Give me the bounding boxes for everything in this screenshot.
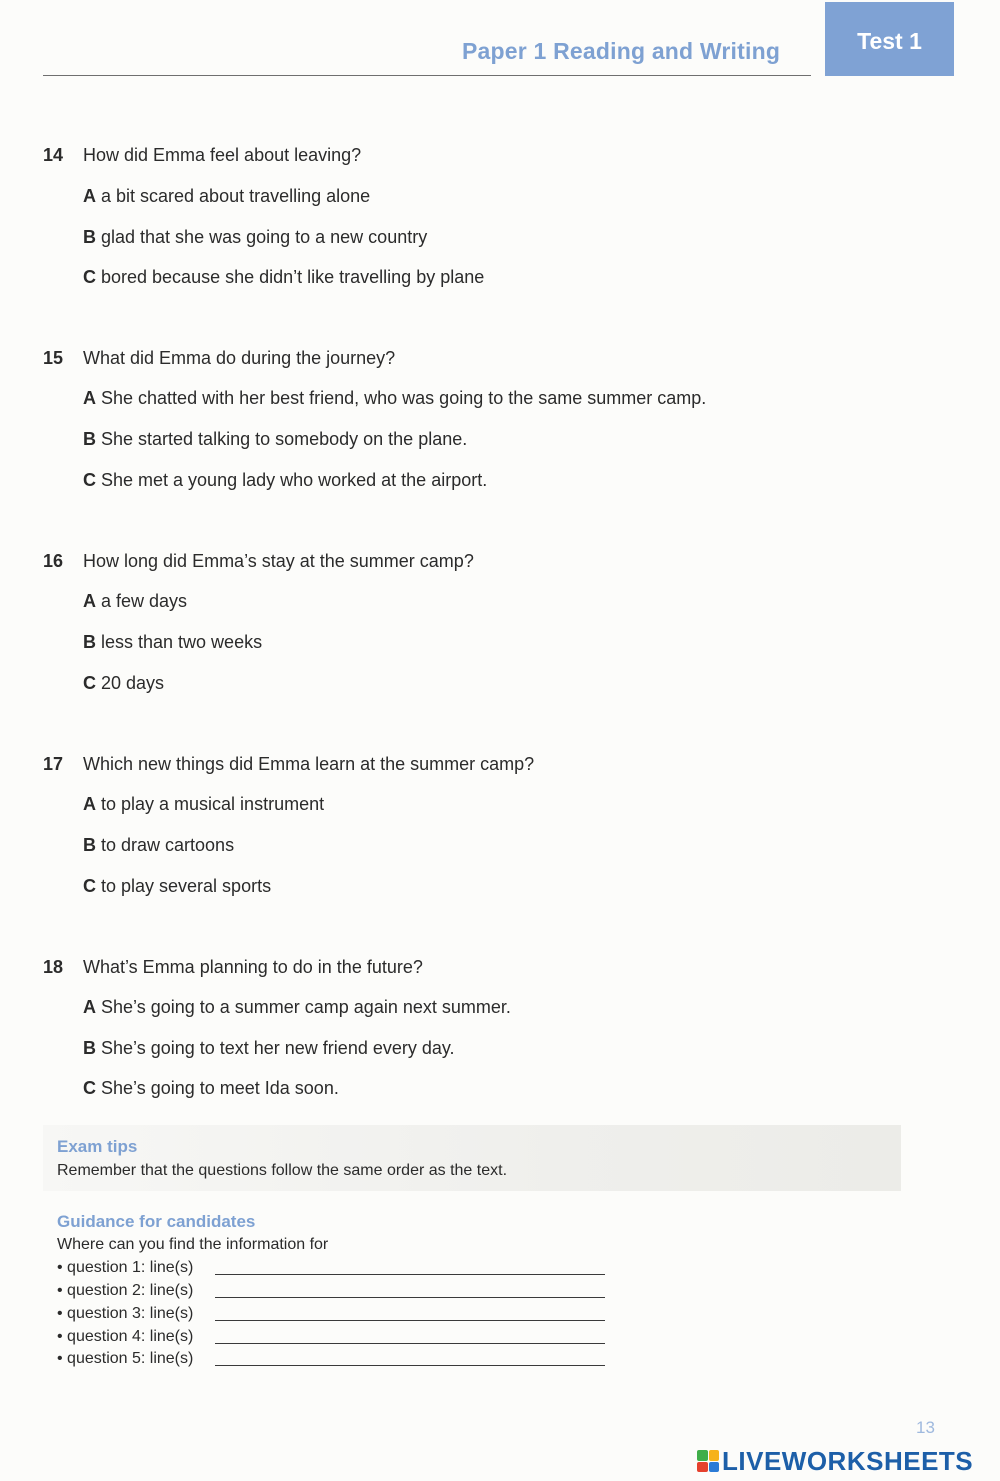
question-number: 18	[43, 957, 64, 977]
option-text: a bit scared about travelling alone	[101, 186, 371, 206]
answer-option-c[interactable]	[83, 1077, 339, 1099]
guidance-item-label: • question 2: line(s)	[57, 1282, 194, 1299]
option-letter: C	[83, 876, 96, 896]
option-text: glad that she was going to a new country	[101, 227, 428, 247]
question-text: What did Emma do during the journey?	[83, 348, 396, 368]
answer-option-b[interactable]	[83, 1037, 455, 1059]
answer-option-c[interactable]	[83, 672, 164, 694]
question-17	[43, 753, 535, 896]
question-text: How did Emma feel about leaving?	[83, 145, 362, 165]
question-14	[43, 144, 485, 287]
exam-tips-heading: Exam tips	[57, 1137, 138, 1156]
page-number: 13	[916, 1418, 935, 1437]
guidance-item-2	[57, 1281, 193, 1301]
test-tab: Test 1	[825, 2, 954, 76]
question-15	[43, 347, 707, 490]
option-text: She met a young lady who worked at the airport.	[101, 470, 488, 490]
liveworksheets-brand[interactable]	[697, 1446, 973, 1476]
option-letter: A	[83, 591, 96, 611]
option-letter: B	[83, 227, 96, 247]
option-text: a few days	[101, 591, 188, 611]
option-letter: A	[83, 388, 96, 408]
option-text: She started talking to somebody on the plane.	[101, 429, 468, 449]
option-text: to play several sports	[101, 876, 272, 896]
answer-option-a[interactable]	[83, 185, 370, 207]
header-divider	[43, 75, 811, 76]
answer-option-b[interactable]	[83, 428, 467, 450]
option-letter: A	[83, 794, 96, 814]
liveworksheets-logo-icon	[697, 1450, 719, 1472]
option-text: less than two weeks	[101, 632, 263, 652]
guidance-item-label: • question 4: line(s)	[57, 1328, 194, 1345]
paper-title: Paper 1 Reading and Writing	[462, 38, 781, 64]
question-number: 14	[43, 145, 64, 165]
question-number: 15	[43, 348, 64, 368]
question-text: How long did Emma’s stay at the summer camp?	[83, 551, 474, 571]
option-letter: A	[83, 997, 96, 1017]
option-text: to play a musical instrument	[101, 794, 325, 814]
answer-option-a[interactable]	[83, 387, 706, 409]
option-letter: C	[83, 267, 96, 287]
answer-blank-line[interactable]	[215, 1320, 605, 1321]
guidance-intro: Where can you find the information for	[57, 1236, 329, 1253]
brand-name: LIVEWORKSHEETS	[722, 1445, 974, 1476]
option-letter: B	[83, 632, 96, 652]
question-text: Which new things did Emma learn at the summer camp?	[83, 754, 535, 774]
answer-blank-line[interactable]	[215, 1365, 605, 1366]
guidance-heading: Guidance for candidates	[57, 1212, 256, 1231]
option-letter: B	[83, 835, 96, 855]
option-text: bored because she didn’t like travelling by plane	[101, 267, 485, 287]
option-letter: B	[83, 1038, 96, 1058]
exam-tips-box	[43, 1125, 901, 1191]
answer-option-a[interactable]	[83, 793, 324, 815]
answer-option-c[interactable]	[83, 875, 271, 897]
guidance-item-label: • question 3: line(s)	[57, 1305, 194, 1322]
answer-option-b[interactable]	[83, 226, 427, 248]
option-text: 20 days	[101, 673, 165, 693]
option-text: She’s going to a summer camp again next summer.	[101, 997, 511, 1017]
question-number: 16	[43, 551, 64, 571]
answer-blank-line[interactable]	[215, 1297, 605, 1298]
answer-option-b[interactable]	[83, 834, 234, 856]
guidance-item-4	[57, 1327, 193, 1347]
answer-option-c[interactable]	[83, 266, 484, 288]
exam-tips-text: Remember that the questions follow the same order as the text.	[57, 1162, 508, 1179]
option-letter: C	[83, 470, 96, 490]
guidance-item-3	[57, 1304, 193, 1324]
option-letter: B	[83, 429, 96, 449]
question-number: 17	[43, 754, 64, 774]
question-text: What’s Emma planning to do in the future?	[83, 957, 423, 977]
answer-blank-line[interactable]	[215, 1274, 605, 1275]
option-letter: A	[83, 186, 96, 206]
guidance-item-label: • question 1: line(s)	[57, 1259, 194, 1276]
answer-option-a[interactable]	[83, 590, 187, 612]
answer-blank-line[interactable]	[215, 1343, 605, 1344]
option-letter: C	[83, 673, 96, 693]
option-text: to draw cartoons	[101, 835, 235, 855]
question-18	[43, 956, 511, 1098]
question-16	[43, 550, 474, 693]
guidance-item-label: • question 5: line(s)	[57, 1350, 194, 1367]
option-text: She chatted with her best friend, who was going to the same summer camp.	[101, 388, 707, 408]
answer-option-c[interactable]	[83, 469, 487, 491]
guidance-item-1	[57, 1258, 193, 1278]
option-text: She’s going to meet Ida soon.	[101, 1078, 339, 1098]
option-text: She’s going to text her new friend every day.	[101, 1038, 455, 1058]
guidance-item-5	[57, 1349, 193, 1369]
answer-option-a[interactable]	[83, 996, 511, 1018]
option-letter: C	[83, 1078, 96, 1098]
answer-option-b[interactable]	[83, 631, 262, 653]
